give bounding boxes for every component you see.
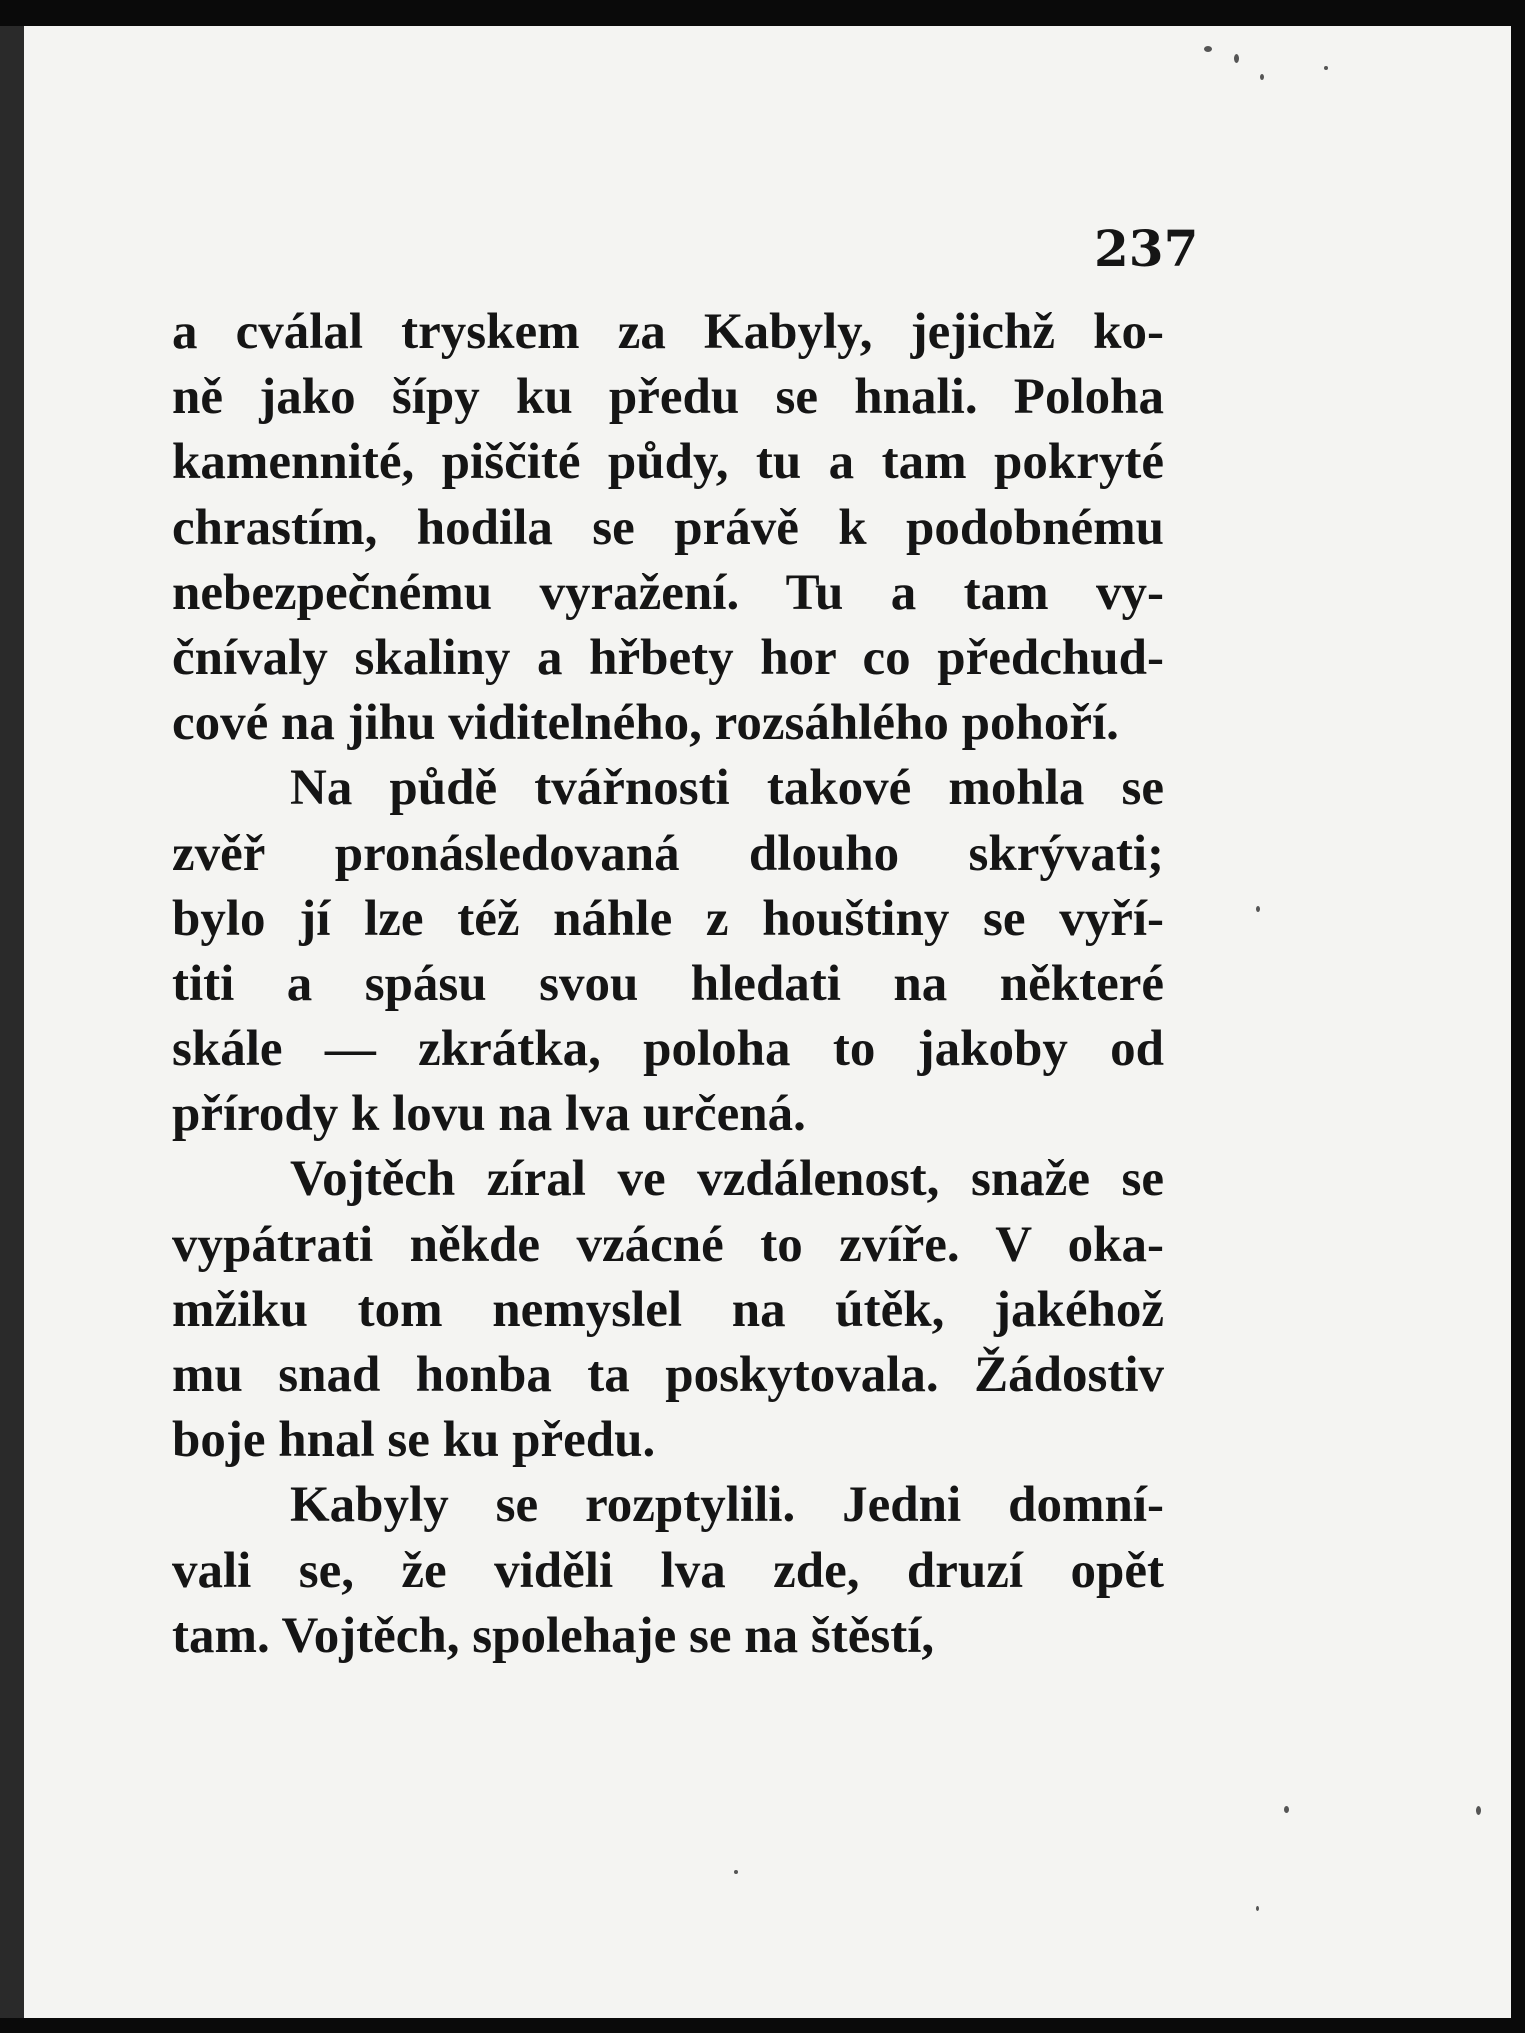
paragraph-p2	[172, 756, 1164, 1147]
body-text	[172, 300, 1164, 1669]
text-line: Kabyly se rozptylili. Jedni domní-	[290, 1477, 1164, 1534]
text-line: cové na jihu viditelného, rozsáhlého pohoří.	[172, 695, 1119, 752]
text-line: ně jako šípy ku předu se hnali. Poloha	[172, 369, 1164, 426]
text-line: a cválal tryskem za Kabyly, jejichž ko-	[172, 304, 1164, 360]
text-line: titi a spásu svou hledati na některé	[172, 955, 1164, 1012]
scan-speck	[1256, 906, 1260, 912]
text-line: boje hnal se ku předu.	[172, 1412, 656, 1469]
paragraph-p4	[172, 1473, 1164, 1669]
page-number: 237	[1094, 219, 1199, 278]
text-line: skále — zkrátka, poloha to jakoby od	[172, 1021, 1164, 1078]
scan-left-edge	[0, 26, 24, 2018]
scan-speck	[1204, 46, 1212, 52]
scan-speck	[734, 1870, 738, 1874]
text-line: mu snad honba ta poskytovala. Žádostiv	[172, 1347, 1164, 1403]
text-line: tam. Vojtěch, spolehaje se na štěstí,	[172, 1607, 935, 1664]
text-line: nebezpečnému vyražení. Tu a tam vy-	[172, 564, 1164, 621]
text-line: Na půdě tvářnosti takové mohla se	[290, 760, 1164, 817]
scan-speck	[1476, 1806, 1481, 1815]
paragraph-p1	[172, 300, 1164, 756]
text-line: mžiku tom nemyslel na útěk, jakéhož	[172, 1281, 1164, 1338]
scan-speck	[1260, 74, 1264, 80]
scan-speck	[1256, 1906, 1259, 1911]
text-line: chrastím, hodila se právě k podobnému	[172, 499, 1164, 556]
text-line: přírody k lovu na lva určená.	[172, 1086, 806, 1143]
text-line: Vojtěch zíral ve vzdálenost, snaže se	[290, 1151, 1164, 1208]
text-line: bylo jí lze též náhle z houštiny se vyří-	[172, 890, 1164, 947]
scan-speck	[1234, 54, 1239, 63]
text-line: vali se, že viděli lva zde, druzí opět	[172, 1542, 1164, 1599]
scan-speck	[1284, 1806, 1289, 1813]
scan-speck	[1324, 66, 1328, 70]
text-line: kamennité, piščité půdy, tu a tam pokryté	[172, 434, 1164, 491]
text-line: vypátrati někde vzácné to zvíře. V oka-	[172, 1216, 1164, 1273]
paragraph-p3	[172, 1147, 1164, 1473]
text-line: zvěř pronásledovaná dlouho skrývati;	[172, 825, 1164, 882]
text-line: čnívaly skaliny a hřbety hor co předchud-	[172, 629, 1164, 686]
